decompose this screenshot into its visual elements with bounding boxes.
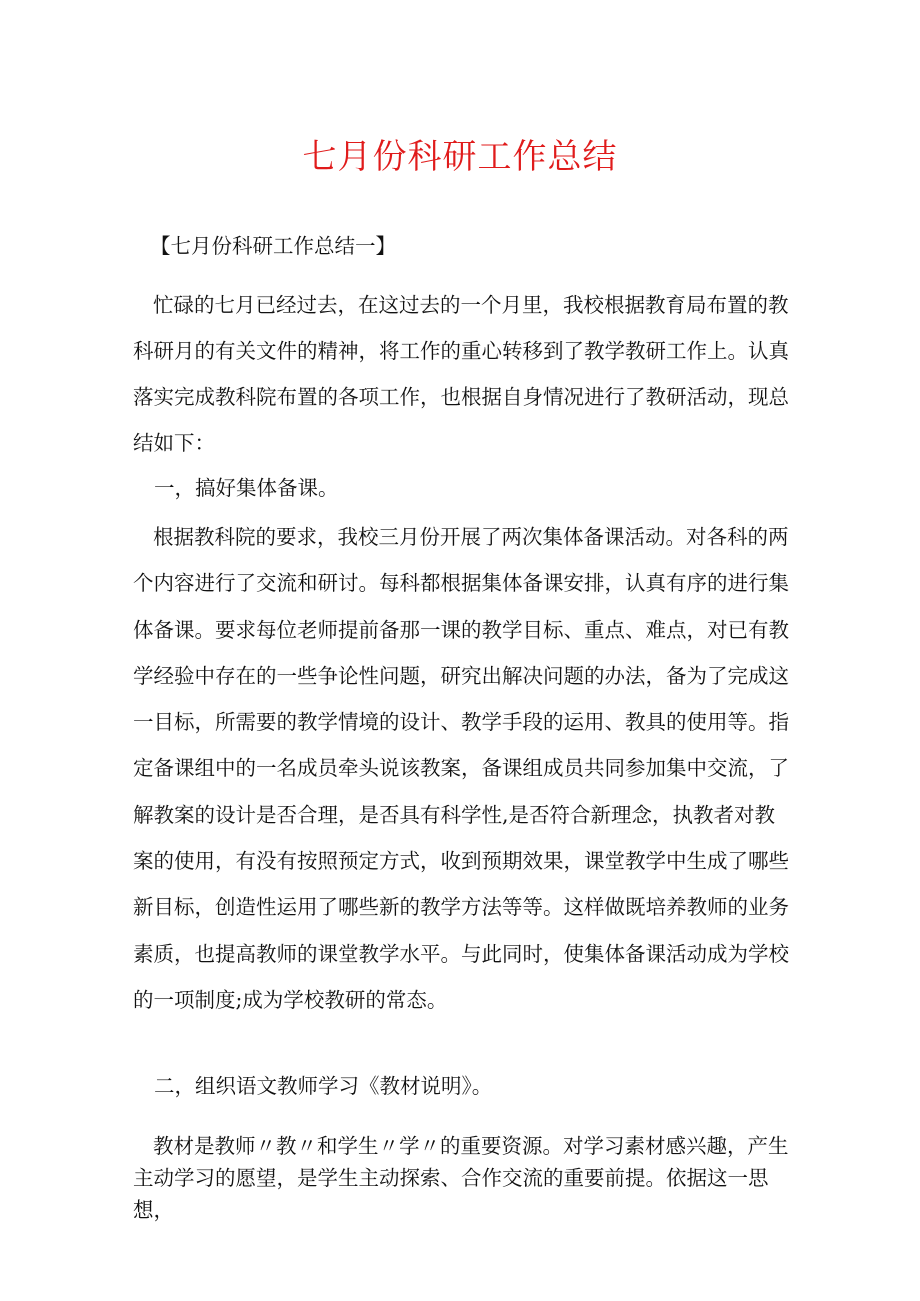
- intro-paragraph: 忙碌的七月已经过去，在这过去的一个月里，我校根据教育局布置的教科研月的有关文件的精神，将工作的重心转移到了教学教研工作上。认真落实完成教科院布置的各项工作，也根据自身情况进行了教研活动，现总结如下：: [133, 293, 789, 455]
- section-heading-1: 一，搞好集体备课。: [154, 476, 339, 500]
- section-subtitle: 【七月份科研工作总结一】: [150, 234, 396, 258]
- document-title: 七月份科研工作总结: [302, 137, 618, 177]
- body-paragraph-2: 根据教科院的要求，我校三月份开展了两次集体备课活动。对各科的两个内容进行了交流和研讨。每科都根据集体备课安排，认真有序的进行集体备课。要求每位老师提前备那一课的教学目标、重点、难点，对已有教学经验中存在的一些争论性问题，研究出解决问题的办法，备为了完成这一目标，所需要的教学情境的设计、教学手段的运用、教具的使用等。指定备课组中的一名成员牵头说该教案，备课组成员共同参加集中交流，了解教案的设计是否合理，是否具有科学性,是否符合新理念，执教者对教案的使用，有没有按照预定方式，收到预期效果，课堂教学中生成了哪些新目标，创造性运用了哪些新的教学方法等等。这样做既培养教师的业务素质，也提高教师的课堂教学水平。与此同时，使集体备课活动成为学校的一项制度;成为学校教研的常态。: [133, 525, 789, 1012]
- body-paragraph-3: 教材是教师〃教〃和学生〃学〃的重要资源。对学习素材感兴趣，产生主动学习的愿望，是学生主动探索、合作交流的重要前提。依据这一思想，: [133, 1134, 789, 1222]
- section-heading-2: 二，组织语文教师学习《教材说明》。: [154, 1074, 493, 1098]
